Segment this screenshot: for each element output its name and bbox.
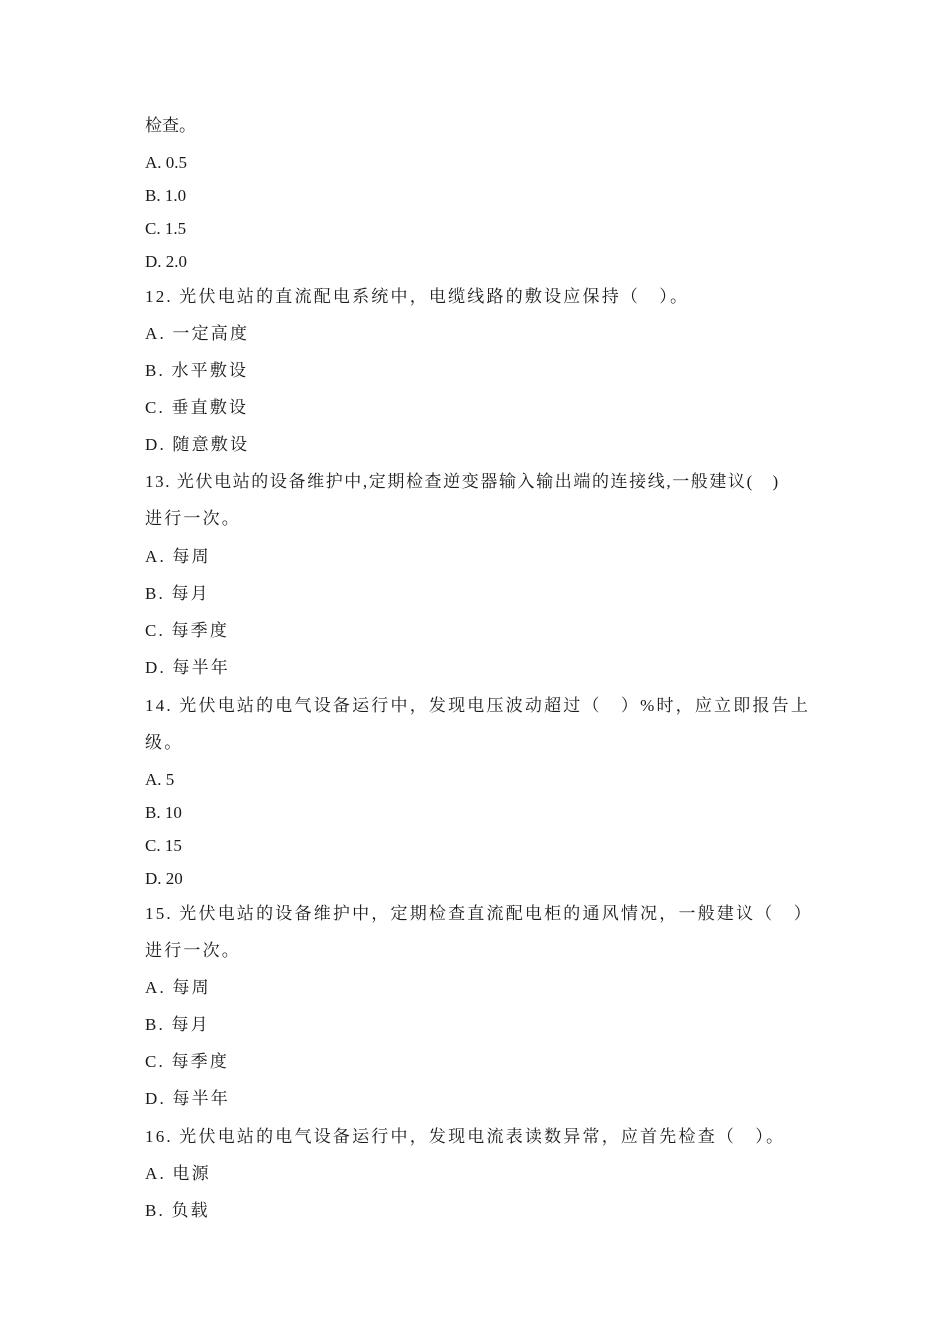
- q11-option-c: C. 1.5: [145, 219, 187, 238]
- question-16: 16. 光伏电站的电气设备运行中，发现电流表读数异常，应首先检查（ ）。: [145, 1127, 786, 1146]
- question-13: 13. 光伏电站的设备维护中,定期检查逆变器输入输出端的连接线,一般建议( ): [145, 472, 780, 491]
- q11-option-d: D. 2.0: [145, 252, 188, 271]
- q14-option-b: B. 10: [145, 803, 182, 822]
- q12-option-b: B. 水平敷设: [145, 361, 249, 380]
- q15-option-a: A. 每周: [145, 978, 211, 997]
- q16-option-b: B. 负载: [145, 1201, 210, 1220]
- q12-option-c: C. 垂直敷设: [145, 398, 249, 417]
- q14-option-c: C. 15: [145, 836, 182, 855]
- q11-option-a: A. 0.5: [145, 153, 188, 172]
- question-12: 12. 光伏电站的直流配电系统中，电缆线路的敷设应保持（ ）。: [145, 287, 690, 306]
- q15-option-d: D. 每半年: [145, 1089, 230, 1108]
- q13-option-a: A. 每周: [145, 547, 211, 566]
- q13-option-c: C. 每季度: [145, 621, 230, 640]
- q14-option-d: D. 20: [145, 869, 183, 888]
- q13-option-d: D. 每半年: [145, 658, 230, 677]
- question-15: 15. 光伏电站的设备维护中，定期检查直流配电柜的通风情况，一般建议（ ）: [145, 904, 813, 923]
- q12-option-d: D. 随意敷设: [145, 435, 250, 454]
- q14-option-a: A. 5: [145, 770, 175, 789]
- question-14-continuation: 级。: [145, 733, 184, 752]
- question-14: 14. 光伏电站的电气设备运行中，发现电压波动超过（ ）%时，应立即报告上: [145, 696, 811, 715]
- q16-option-a: A. 电源: [145, 1164, 211, 1183]
- q15-option-c: C. 每季度: [145, 1052, 230, 1071]
- question-15-continuation: 进行一次。: [145, 941, 241, 960]
- q11-option-b: B. 1.0: [145, 186, 187, 205]
- q12-option-a: A. 一定高度: [145, 324, 250, 343]
- question-13-continuation: 进行一次。: [145, 509, 241, 528]
- q13-option-b: B. 每月: [145, 584, 210, 603]
- q15-option-b: B. 每月: [145, 1015, 210, 1034]
- question-11-continuation: 检查。: [145, 116, 196, 135]
